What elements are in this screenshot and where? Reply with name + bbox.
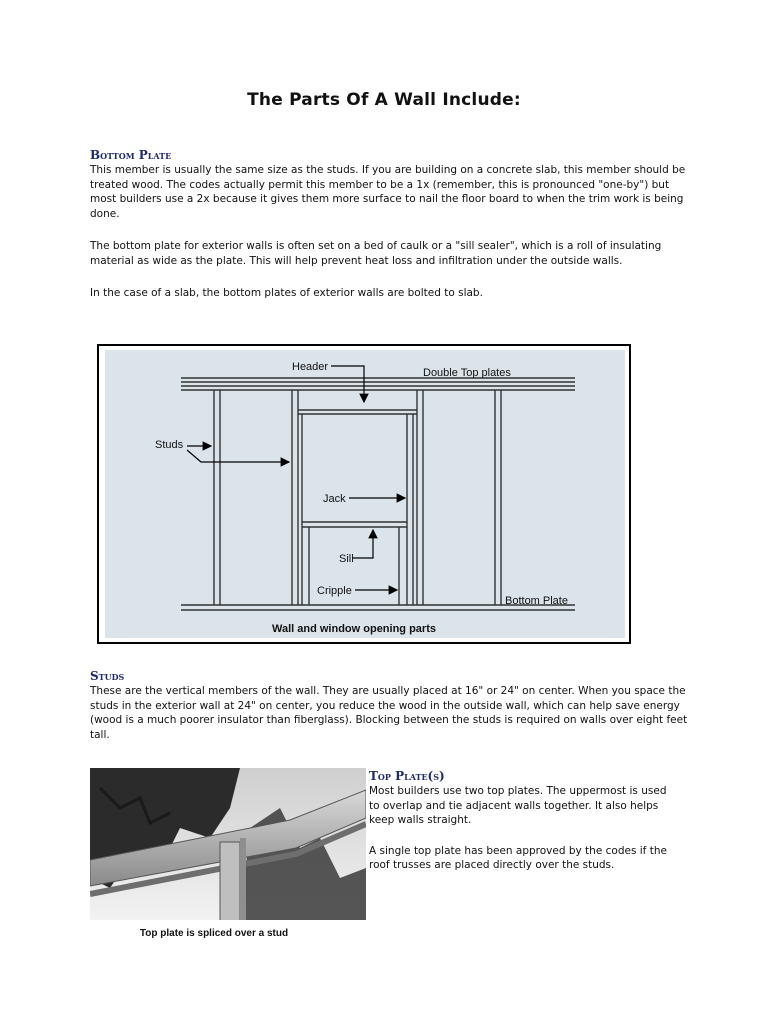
label-header: Header — [292, 361, 329, 373]
label-studs: Studs — [155, 439, 184, 451]
top-plates-paragraph-1: Most builders use two top plates. The uppermost is used to overlap and tie adjacent walls together. It also helps keep walls straight. — [369, 785, 667, 826]
figure-caption: Wall and window opening parts — [272, 623, 436, 635]
wall-diagram — [97, 344, 631, 644]
page-title: The Parts Of A Wall Include: — [247, 90, 521, 110]
wall-diagram-drawing — [99, 346, 629, 642]
studs-text — [90, 684, 690, 760]
bottom-plate-paragraph-2: The bottom plate for exterior walls is often set on a bed of caulk or a "sill sealer", which is a roll of insulating material as wide as the plate. This will help prevent heat loss and infiltration under the outside walls. — [90, 240, 662, 267]
studs-heading: Studs — [90, 669, 125, 683]
studs-paragraph: These are the vertical members of the wall. They are usually placed at 16" or 24" on center. When you space the studs in the exterior wall at 24" on center, you reduce the wood in the outside wall, which can help save energy (wood is a much poorer insulator than fiberglass). Blocking between the studs is required on walls over eight feet tall. — [90, 685, 688, 741]
top-plates-paragraph-2: A single top plate has been approved by the codes if the roof trusses are placed directly over the studs. — [369, 844, 667, 871]
bottom-plate-paragraph-1: This member is usually the same size as the studs. If you are building on a concrete slab, this member should be treated wood. The codes actually permit this member to be a 1x (remember, this is pronounced "one-by") but most builders use a 2x because it gives them more surface to nail the floor board to when the trim work is being done. — [90, 164, 686, 220]
photo-caption: Top plate is spliced over a stud — [139, 928, 289, 939]
bottom-plate-heading: Bottom Plate — [90, 148, 172, 162]
bottom-plate-paragraph-3: In the case of a slab, the bottom plates of exterior walls are bolted to slab. — [90, 287, 483, 299]
label-sill: Sill — [339, 553, 354, 565]
top-plate-photo — [90, 768, 366, 944]
top-plates-text — [369, 784, 679, 891]
label-double-top-plates: Double Top plates — [423, 367, 511, 379]
top-plates-heading: Top Plate(s) — [369, 769, 445, 783]
label-bottom-plate: Bottom Plate — [505, 595, 568, 607]
label-jack: Jack — [323, 493, 346, 505]
label-cripple: Cripple — [317, 585, 352, 597]
bottom-plate-text — [90, 163, 690, 319]
top-plate-photo-image — [90, 768, 366, 944]
